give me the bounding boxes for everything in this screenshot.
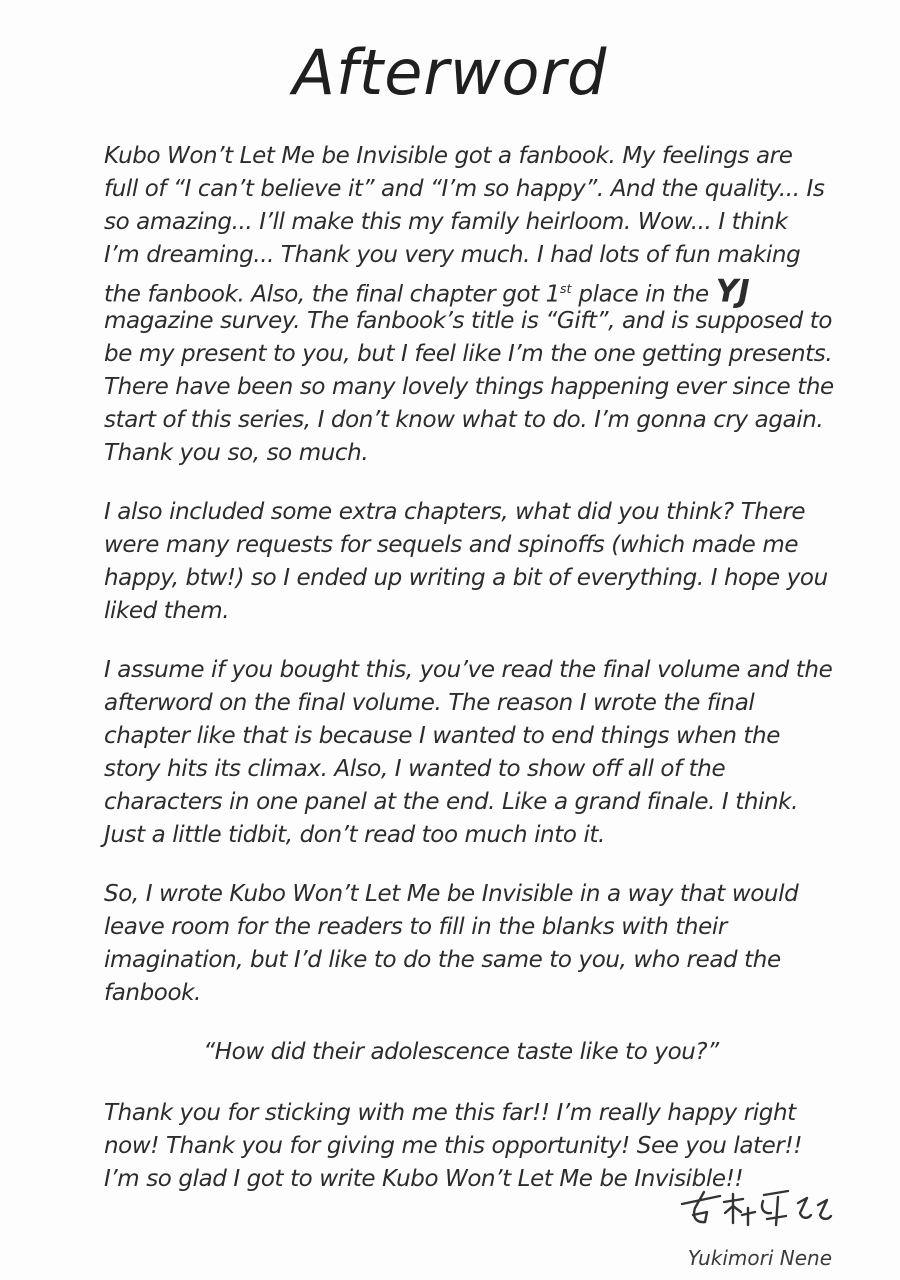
text-line: full of “I can’t believe it” and “I’m so happy”. And the quality... Is: [104, 176, 825, 202]
text-line: magazine survey. The fanbook’s title is “Gift”, and is supposed to: [104, 308, 833, 334]
paragraph-5: [104, 1097, 818, 1196]
signature-romanized: Yukimori Nene: [687, 1246, 832, 1270]
signature-kanji-scribble: [680, 1186, 838, 1248]
text-line: I’m so glad I got to write Kubo Won’t Let Me be Invisible!!: [104, 1166, 744, 1192]
author-signature: [0, 1186, 838, 1270]
text-line: story hits its climax. Also, I wanted to show off all of the: [104, 756, 726, 782]
text-line: happy, btw!) so I ended up writing a bit of everything. I hope you: [104, 565, 828, 591]
text-line: I also included some extra chapters, what did you think? There: [104, 499, 806, 525]
text-line: so amazing... I’ll make this my family heirloom. Wow... I think: [104, 209, 788, 235]
page-title: Afterword: [292, 36, 608, 109]
text-line: Just a little tidbit, don’t read too much into it.: [104, 822, 605, 848]
ordinal-superscript: st: [559, 281, 572, 296]
text-line: characters in one panel at the end. Like a grand finale. I think.: [104, 789, 799, 815]
text-line: fanbook.: [104, 980, 201, 1006]
text-line: be my present to you, but I feel like I’m the one getting presents.: [104, 341, 833, 367]
afterword-text-column: [104, 140, 834, 1222]
text-line: Thank you for sticking with me this far!! I’m really happy right: [104, 1100, 796, 1126]
paragraph-2: [104, 496, 828, 628]
adolescence-quote: “How did their adolescence taste like to you?”: [203, 1039, 719, 1065]
text-line: chapter like that is because I wanted to end things when the: [104, 723, 780, 749]
text-line: I’m dreaming... Thank you very much. I had lots of fun making: [104, 242, 801, 268]
paragraph-1-part-b: [104, 305, 834, 470]
text-line: imagination, but I’d like to do the same to you, who read the: [104, 947, 781, 973]
paragraph-3: [104, 654, 833, 852]
text-line: liked them.: [104, 598, 230, 624]
text-line: Thank you so, so much.: [104, 440, 369, 466]
text-line: leave room for the readers to fill in the blanks with their: [104, 914, 727, 940]
paragraph-1: [104, 140, 834, 470]
text-line: were many requests for sequels and spinoffs (which made me: [104, 532, 799, 558]
text-line: afterword on the final volume. The reason I wrote the final: [104, 690, 755, 716]
paragraph-4: [104, 878, 818, 1010]
text-segment: place in the: [571, 281, 716, 308]
text-line: Kubo Won’t Let Me be Invisible got a fanbook. My feelings are: [104, 143, 793, 169]
text-line: I assume if you bought this, you’ve read the final volume and the: [104, 657, 833, 683]
yj-magazine-mark: YJ: [715, 273, 750, 310]
paragraph-1-part-a: [104, 140, 825, 272]
text-line: There have been so many lovely things happening ever since the: [104, 374, 834, 400]
text-line: start of this series, I don’t know what to do. I’m gonna cry again.: [104, 407, 824, 433]
text-line: now! Thank you for giving me this opportunity! See you later!!: [104, 1133, 803, 1159]
text-line-first-place: [104, 272, 818, 310]
text-segment: the fanbook. Also, the final chapter got 1: [104, 281, 560, 308]
text-line: So, I wrote Kubo Won’t Let Me be Invisible in a way that would: [104, 881, 799, 907]
